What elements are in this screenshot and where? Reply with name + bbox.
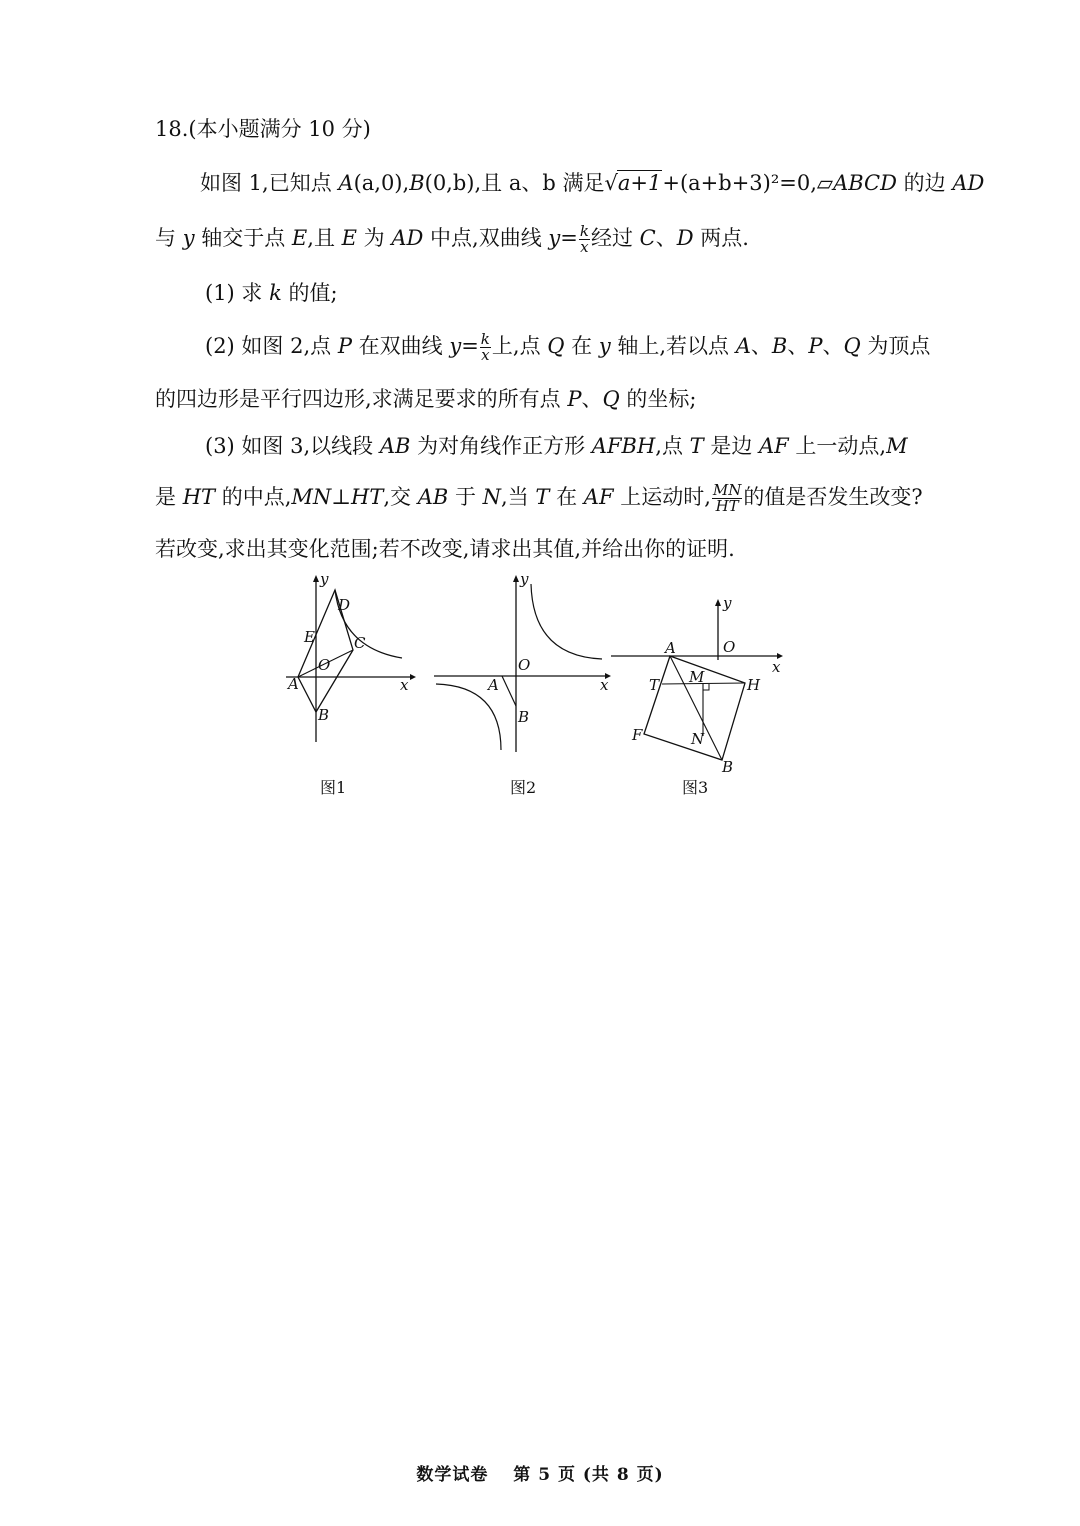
question-2-line-2: [155, 383, 696, 413]
perp-symbol: ⊥: [331, 485, 352, 509]
text-segment: 的值;: [281, 281, 338, 305]
label-t: T: [649, 676, 660, 694]
label-b: B: [722, 758, 734, 776]
label-b: B: [518, 708, 530, 726]
fraction-denominator: x: [580, 238, 589, 256]
text-segment: 的值是否发生改变?: [743, 485, 923, 509]
label-h: H: [747, 676, 761, 694]
fraction-numerator: k: [579, 222, 589, 240]
point-label: T: [689, 434, 704, 458]
figure-1-svg: [280, 570, 420, 750]
label-o: O: [723, 638, 736, 656]
figure-1-caption: 图1: [320, 778, 347, 797]
parallelogram-symbol: ▱: [816, 171, 834, 195]
fraction-k-over-x: [480, 332, 491, 363]
text-segment: 是: [155, 485, 183, 509]
text-segment: 的边: [896, 171, 953, 195]
text-segment: 的四边形是平行四边形,求满足要求的所有点: [155, 387, 568, 411]
text-segment: (a,0),: [353, 171, 410, 195]
label-b: B: [318, 706, 330, 724]
label-o: O: [318, 656, 331, 674]
equals-sign: =: [461, 334, 479, 358]
label-x: x: [400, 676, 409, 694]
text-segment: ,当: [501, 485, 536, 509]
figure-2: [430, 570, 620, 764]
text-segment: 经过: [590, 226, 640, 250]
point-label: E: [291, 226, 308, 250]
figure-2-caption: 图2: [510, 778, 537, 797]
text-segment: 是边: [703, 434, 759, 458]
point-label: P: [567, 387, 582, 411]
separator: 、: [581, 387, 603, 411]
point-label: P: [808, 334, 823, 358]
fraction-denominator: HT: [712, 498, 742, 514]
problem-header: 18.(本小题满分 10 分): [155, 117, 371, 141]
label-o: O: [518, 656, 531, 674]
text-segment: (3) 如图 3,以线段: [205, 434, 380, 458]
text-segment: (2) 如图 2,点: [205, 334, 338, 358]
segment-label: AB: [417, 485, 449, 509]
fraction-numerator: MN: [712, 481, 742, 499]
segment-label: AB: [379, 434, 411, 458]
label-x: x: [772, 658, 781, 676]
text-segment: 两点.: [693, 226, 749, 250]
y-axis-arrow: [513, 575, 519, 582]
text-segment: 在: [549, 485, 584, 509]
text-segment: 中点,双曲线: [423, 226, 549, 250]
label-e: E: [304, 628, 315, 646]
label-c: C: [354, 634, 366, 652]
text-segment: 的坐标;: [619, 387, 697, 411]
text-segment: 、: [655, 226, 677, 250]
text-segment: 上一动点,: [788, 434, 887, 458]
segment-label: HT: [351, 485, 384, 509]
equals-sign: =: [560, 226, 578, 250]
question-3-line-1: [205, 430, 908, 460]
point-label: E: [341, 226, 357, 250]
point-label: T: [535, 485, 550, 509]
y-axis-arrow: [715, 599, 721, 606]
segment-label: AF: [759, 434, 789, 458]
label-d: D: [338, 596, 351, 614]
page-footer: 数学试卷 第 5 页 (共 8 页): [416, 1465, 664, 1485]
text-segment: 的中点,: [215, 485, 292, 509]
y-axis-arrow: [313, 575, 319, 582]
point-label: N: [482, 485, 502, 509]
point-label: A: [735, 334, 751, 358]
intro-line-1: [200, 167, 984, 197]
var-label: k: [269, 281, 282, 305]
sqrt-radicand: a+1: [617, 171, 662, 195]
separator: 、: [822, 334, 844, 358]
point-label: Q: [602, 387, 620, 411]
hyperbola-branch-upper: [531, 584, 602, 659]
figure-3-svg: [605, 590, 790, 780]
figure-3: [605, 590, 790, 784]
intro-line-2: [155, 222, 749, 255]
point-label: P: [337, 334, 352, 358]
var-label: y: [598, 334, 611, 358]
text-segment: ,点: [655, 434, 690, 458]
text-segment: 在双曲线: [351, 334, 450, 358]
separator: 、: [750, 334, 772, 358]
text-segment: 轴上,若以点: [610, 334, 736, 358]
label-n: N: [691, 730, 705, 748]
shape-label: ABCD: [833, 171, 897, 195]
text-segment: 如图 1,已知点: [200, 171, 339, 195]
figure-3-caption: 图3: [682, 778, 709, 797]
text-segment: 上运动时,: [613, 485, 711, 509]
fraction-mn-over-ht: [712, 483, 742, 514]
fraction-numerator: k: [480, 330, 490, 348]
text-segment: ,且: [307, 226, 342, 250]
segment-label: AD: [952, 171, 985, 195]
figure-2-svg: [430, 570, 620, 760]
label-a: A: [488, 676, 499, 694]
label-y: y: [320, 570, 329, 588]
text-segment: 在: [564, 334, 599, 358]
segment-ab: [502, 676, 516, 706]
text-segment: +(a+b+3)²=0,: [662, 171, 817, 195]
point-label: A: [338, 171, 354, 195]
text-segment: (1) 求: [205, 281, 270, 305]
segment-label: MN: [291, 485, 332, 509]
label-m: M: [689, 668, 705, 686]
point-label: M: [886, 434, 908, 458]
shape-label: AFBH: [591, 434, 656, 458]
question-2-line-1: [205, 330, 930, 363]
point-label: Q: [547, 334, 565, 358]
text-segment: 轴交于点: [194, 226, 292, 250]
point-label: Q: [843, 334, 861, 358]
label-a: A: [288, 675, 299, 693]
fraction-denominator: x: [481, 346, 490, 364]
fraction-k-over-x: [579, 224, 590, 255]
label-f: F: [632, 726, 643, 744]
text-segment: ,交: [383, 485, 418, 509]
sqrt-sign: √: [604, 171, 618, 195]
text-segment: 上,点: [491, 334, 548, 358]
point-label: B: [771, 334, 788, 358]
segment-label: AF: [583, 485, 614, 509]
var-label: y: [182, 226, 195, 250]
text-segment: 与: [155, 226, 183, 250]
question-1: [205, 277, 338, 307]
x-axis-arrow: [410, 674, 416, 680]
label-a: A: [665, 639, 676, 657]
label-x: x: [600, 676, 609, 694]
point-label: D: [676, 226, 694, 250]
label-y: y: [723, 594, 732, 612]
text-segment: (0,b),且 a、b 满足: [424, 171, 605, 195]
text-segment: 于: [448, 485, 483, 509]
var-label: y: [449, 334, 462, 358]
text-segment: 为: [356, 226, 392, 250]
figure-1: [280, 570, 420, 754]
separator: 、: [787, 334, 809, 358]
segment-label: AD: [391, 226, 424, 250]
label-y: y: [520, 570, 529, 588]
text-segment: 为顶点: [860, 334, 931, 358]
question-3-line-3: 若改变,求出其变化范围;若不改变,请求出其值,并给出你的证明.: [155, 537, 735, 561]
point-label: B: [409, 171, 425, 195]
point-label: C: [639, 226, 656, 250]
var-label: y: [548, 226, 561, 250]
segment-label: HT: [182, 485, 216, 509]
question-3-line-2: [155, 481, 923, 514]
text-segment: 为对角线作正方形: [410, 434, 592, 458]
